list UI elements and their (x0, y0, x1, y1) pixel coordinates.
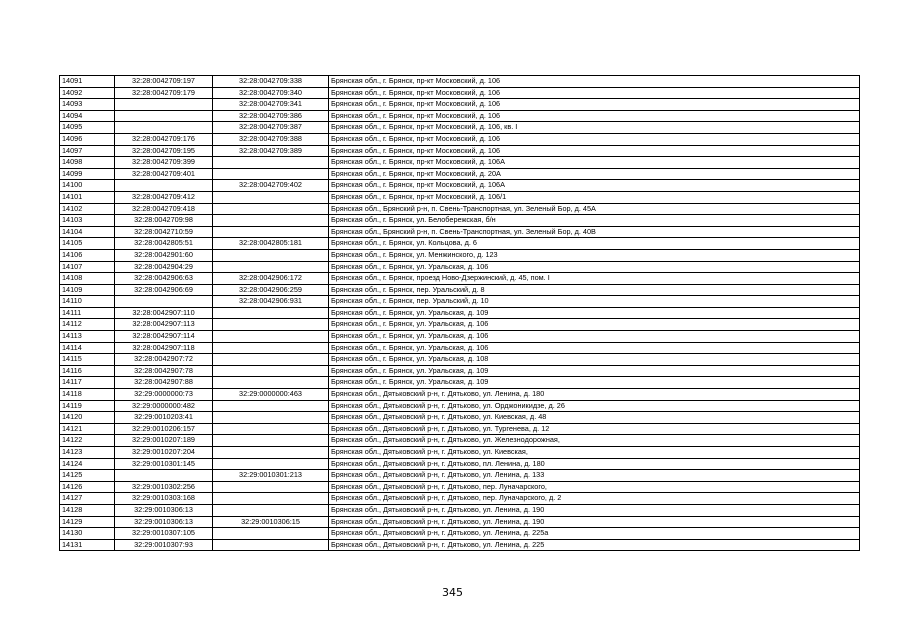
cadastral-number-building-cell: 32:29:0000000:463 (213, 389, 329, 401)
table-row (60, 470, 860, 482)
row-number-cell: 14127 (60, 493, 115, 505)
table-row (60, 377, 860, 389)
cadastral-number-building-cell (213, 191, 329, 203)
address-cell: Брянская обл., г. Брянск, ул. Уральская, д. 109 (329, 365, 860, 377)
address-cell: Брянская обл., г. Брянск, ул. Менжинского, д. 123 (329, 249, 860, 261)
address-cell: Брянская обл., г. Брянск, пр-кт Московский, д. 106 (329, 76, 860, 88)
address-cell: Брянская обл., Дятьковский р-н, г. Дятьково, ул. Ленина, д. 180 (329, 389, 860, 401)
table-row (60, 481, 860, 493)
table-row (60, 215, 860, 227)
address-cell: Брянская обл., Дятьковский р-н, г. Дятьково, ул. Орджоникидзе, д. 26 (329, 400, 860, 412)
row-number-cell: 14112 (60, 319, 115, 331)
cadastral-number-parcel-cell: 32:29:0010306:13 (115, 504, 213, 516)
row-number-cell: 14106 (60, 249, 115, 261)
cadastral-number-building-cell: 32:28:0042709:388 (213, 133, 329, 145)
address-cell: Брянская обл., Дятьковский р-н, г. Дятьково, ул. Ленина, д. 133 (329, 470, 860, 482)
row-number-cell: 14114 (60, 342, 115, 354)
row-number-cell: 14097 (60, 145, 115, 157)
table-row (60, 307, 860, 319)
cadastral-number-parcel-cell: 32:28:0042805:51 (115, 238, 213, 250)
cadastral-number-building-cell (213, 447, 329, 459)
cadastral-number-parcel-cell: 32:28:0042709:401 (115, 168, 213, 180)
table-row (60, 226, 860, 238)
row-number-cell: 14124 (60, 458, 115, 470)
table-row (60, 284, 860, 296)
cadastral-number-parcel-cell (115, 110, 213, 122)
address-cell: Брянская обл., Дятьковский р-н, г. Дятьково, пер. Луначарского, (329, 481, 860, 493)
row-number-cell: 14099 (60, 168, 115, 180)
row-number-cell: 14131 (60, 539, 115, 551)
cadastral-number-parcel-cell: 32:29:0010207:204 (115, 447, 213, 459)
cadastral-number-building-cell (213, 435, 329, 447)
row-number-cell: 14130 (60, 528, 115, 540)
table-row (60, 110, 860, 122)
cadastral-number-parcel-cell: 32:28:0042906:63 (115, 273, 213, 285)
row-number-cell: 14100 (60, 180, 115, 192)
cadastral-number-building-cell (213, 493, 329, 505)
table-row (60, 238, 860, 250)
address-cell: Брянская обл., г. Брянск, пр-кт Московский, д. 106 (329, 99, 860, 111)
cadastral-number-parcel-cell (115, 296, 213, 308)
registry-table (59, 75, 860, 551)
cadastral-number-parcel-cell (115, 122, 213, 134)
cadastral-number-building-cell (213, 215, 329, 227)
cadastral-number-parcel-cell: 32:28:0042904:29 (115, 261, 213, 273)
table-row (60, 435, 860, 447)
address-cell: Брянская обл., г. Брянск, ул. Уральская, д. 106 (329, 261, 860, 273)
cadastral-number-parcel-cell: 32:28:0042907:72 (115, 354, 213, 366)
row-number-cell: 14102 (60, 203, 115, 215)
row-number-cell: 14119 (60, 400, 115, 412)
cadastral-number-parcel-cell: 32:29:0010203:41 (115, 412, 213, 424)
address-cell: Брянская обл., г. Брянск, ул. Кольцова, д. 6 (329, 238, 860, 250)
row-number-cell: 14093 (60, 99, 115, 111)
address-cell: Брянская обл., Дятьковский р-н, г. Дятьково, ул. Ленина, д. 190 (329, 516, 860, 528)
cadastral-number-building-cell: 32:28:0042906:172 (213, 273, 329, 285)
cadastral-number-building-cell (213, 539, 329, 551)
address-cell: Брянская обл., г. Брянск, пр-кт Московский, д. 106А (329, 180, 860, 192)
address-cell: Брянская обл., г. Брянск, ул. Уральская, д. 109 (329, 377, 860, 389)
table-row (60, 365, 860, 377)
address-cell: Брянская обл., г. Брянск, пр-кт Московский, д. 106, кв. I (329, 122, 860, 134)
table-row (60, 528, 860, 540)
row-number-cell: 14125 (60, 470, 115, 482)
table-row (60, 516, 860, 528)
cadastral-number-parcel-cell: 32:28:0042709:418 (115, 203, 213, 215)
cadastral-number-building-cell: 32:28:0042805:181 (213, 238, 329, 250)
cadastral-number-parcel-cell: 32:29:0010307:105 (115, 528, 213, 540)
table-row (60, 447, 860, 459)
cadastral-number-parcel-cell: 32:28:0042709:179 (115, 87, 213, 99)
row-number-cell: 14094 (60, 110, 115, 122)
row-number-cell: 14117 (60, 377, 115, 389)
cadastral-number-building-cell: 32:28:0042709:338 (213, 76, 329, 88)
cadastral-number-building-cell (213, 307, 329, 319)
cadastral-number-parcel-cell: 32:28:0042907:110 (115, 307, 213, 319)
row-number-cell: 14111 (60, 307, 115, 319)
address-cell: Брянская обл., г. Брянск, пр-кт Московский, д. 106 (329, 133, 860, 145)
cadastral-number-parcel-cell (115, 470, 213, 482)
table-row (60, 249, 860, 261)
cadastral-number-parcel-cell: 32:28:0042907:118 (115, 342, 213, 354)
table-row (60, 87, 860, 99)
address-cell: Брянская обл., Дятьковский р-н, г. Дятьково, ул. Киевская, (329, 447, 860, 459)
cadastral-number-parcel-cell: 32:29:0010303:168 (115, 493, 213, 505)
cadastral-number-building-cell: 32:28:0042709:387 (213, 122, 329, 134)
cadastral-number-building-cell (213, 342, 329, 354)
table-row (60, 493, 860, 505)
table-row (60, 191, 860, 203)
cadastral-number-building-cell (213, 226, 329, 238)
cadastral-number-building-cell (213, 249, 329, 261)
cadastral-number-building-cell (213, 458, 329, 470)
cadastral-number-parcel-cell: 32:28:0042901:60 (115, 249, 213, 261)
address-cell: Брянская обл., г. Брянск, ул. Белобережская, б/н (329, 215, 860, 227)
cadastral-number-building-cell (213, 504, 329, 516)
address-cell: Брянская обл., г. Брянск, пр-кт Московский, д. 106 (329, 110, 860, 122)
cadastral-number-parcel-cell: 32:28:0042709:412 (115, 191, 213, 203)
cadastral-number-building-cell: 32:28:0042709:340 (213, 87, 329, 99)
cadastral-number-parcel-cell: 32:28:0042709:195 (115, 145, 213, 157)
row-number-cell: 14109 (60, 284, 115, 296)
cadastral-number-building-cell: 32:28:0042709:402 (213, 180, 329, 192)
cadastral-number-building-cell: 32:28:0042709:389 (213, 145, 329, 157)
row-number-cell: 14128 (60, 504, 115, 516)
table-row (60, 296, 860, 308)
row-number-cell: 14118 (60, 389, 115, 401)
row-number-cell: 14105 (60, 238, 115, 250)
table-row (60, 261, 860, 273)
cadastral-number-parcel-cell: 32:29:0000000:482 (115, 400, 213, 412)
table-row (60, 133, 860, 145)
table-row (60, 122, 860, 134)
row-number-cell: 14120 (60, 412, 115, 424)
row-number-cell: 14122 (60, 435, 115, 447)
table-row (60, 412, 860, 424)
cadastral-number-parcel-cell (115, 99, 213, 111)
cadastral-number-parcel-cell: 32:29:0000000:73 (115, 389, 213, 401)
cadastral-number-parcel-cell: 32:28:0042907:113 (115, 319, 213, 331)
cadastral-number-building-cell (213, 400, 329, 412)
row-number-cell: 14115 (60, 354, 115, 366)
cadastral-number-parcel-cell: 32:29:0010306:13 (115, 516, 213, 528)
cadastral-number-building-cell: 32:28:0042709:386 (213, 110, 329, 122)
cadastral-number-building-cell: 32:28:0042906:259 (213, 284, 329, 296)
address-cell: Брянская обл., г. Брянск, ул. Уральская, д. 108 (329, 354, 860, 366)
row-number-cell: 14096 (60, 133, 115, 145)
row-number-cell: 14092 (60, 87, 115, 99)
cadastral-number-parcel-cell: 32:29:0010307:93 (115, 539, 213, 551)
cadastral-number-building-cell (213, 423, 329, 435)
address-cell: Брянская обл., Дятьковский р-н, г. Дятьково, ул. Ленина, д. 225а (329, 528, 860, 540)
cadastral-number-building-cell (213, 354, 329, 366)
address-cell: Брянская обл., Дятьковский р-н, г. Дятьково, пл. Ленина, д. 180 (329, 458, 860, 470)
address-cell: Брянская обл., Брянский р-н, п. Свень-Транспортная, ул. Зеленый Бор, д. 40В (329, 226, 860, 238)
address-cell: Брянская обл., Брянский р-н, п. Свень-Транспортная, ул. Зеленый Бор, д. 45А (329, 203, 860, 215)
table-row (60, 273, 860, 285)
address-cell: Брянская обл., г. Брянск, ул. Уральская, д. 106 (329, 331, 860, 343)
address-cell: Брянская обл., г. Брянск, пр-кт Московский, д. 106 (329, 145, 860, 157)
table-row (60, 400, 860, 412)
row-number-cell: 14107 (60, 261, 115, 273)
address-cell: Брянская обл., г. Брянск, пер. Уральский, д. 8 (329, 284, 860, 296)
table-row (60, 203, 860, 215)
address-cell: Брянская обл., Дятьковский р-н, г. Дятьково, пер. Луначарского, д. 2 (329, 493, 860, 505)
cadastral-number-parcel-cell: 32:28:0042906:69 (115, 284, 213, 296)
cadastral-number-parcel-cell: 32:28:0042709:98 (115, 215, 213, 227)
table-row (60, 157, 860, 169)
table-row (60, 180, 860, 192)
address-cell: Брянская обл., Дятьковский р-н, г. Дятьково, ул. Тургенева, д. 12 (329, 423, 860, 435)
address-cell: Брянская обл., г. Брянск, ул. Уральская, д. 109 (329, 307, 860, 319)
address-cell: Брянская обл., г. Брянск, пер. Уральский, д. 10 (329, 296, 860, 308)
cadastral-number-parcel-cell (115, 180, 213, 192)
row-number-cell: 14110 (60, 296, 115, 308)
row-number-cell: 14098 (60, 157, 115, 169)
table-row (60, 354, 860, 366)
address-cell: Брянская обл., Дятьковский р-н, г. Дятьково, ул. Киевская, д. 48 (329, 412, 860, 424)
cadastral-number-parcel-cell: 32:29:0010206:157 (115, 423, 213, 435)
table-row (60, 145, 860, 157)
table-row (60, 168, 860, 180)
row-number-cell: 14108 (60, 273, 115, 285)
cadastral-number-building-cell (213, 377, 329, 389)
cadastral-number-building-cell (213, 481, 329, 493)
table-row (60, 331, 860, 343)
row-number-cell: 14095 (60, 122, 115, 134)
cadastral-number-building-cell (213, 261, 329, 273)
cadastral-number-building-cell: 32:29:0010301:213 (213, 470, 329, 482)
address-cell: Брянская обл., Дятьковский р-н, г. Дятьково, ул. Железнодорожная, (329, 435, 860, 447)
address-cell: Брянская обл., г. Брянск, пр-кт Московский, д. 106 (329, 87, 860, 99)
table-row (60, 539, 860, 551)
table-row (60, 504, 860, 516)
address-cell: Брянская обл., Дятьковский р-н, г. Дятьково, ул. Ленина, д. 190 (329, 504, 860, 516)
table-row (60, 342, 860, 354)
cadastral-number-parcel-cell: 32:28:0042710:59 (115, 226, 213, 238)
row-number-cell: 14103 (60, 215, 115, 227)
cadastral-number-building-cell (213, 365, 329, 377)
table-row (60, 389, 860, 401)
cadastral-number-building-cell (213, 331, 329, 343)
cadastral-number-parcel-cell: 32:28:0042907:78 (115, 365, 213, 377)
cadastral-number-building-cell: 32:29:0010306:15 (213, 516, 329, 528)
row-number-cell: 14121 (60, 423, 115, 435)
row-number-cell: 14113 (60, 331, 115, 343)
table-row (60, 458, 860, 470)
table-row (60, 319, 860, 331)
cadastral-number-building-cell (213, 528, 329, 540)
cadastral-number-building-cell (213, 319, 329, 331)
cadastral-number-parcel-cell: 32:29:0010301:145 (115, 458, 213, 470)
address-cell: Брянская обл., г. Брянск, пр-кт Московский, д. 106/1 (329, 191, 860, 203)
row-number-cell: 14101 (60, 191, 115, 203)
cadastral-number-building-cell: 32:28:0042906:931 (213, 296, 329, 308)
page-number: 345 (442, 586, 463, 599)
cadastral-number-parcel-cell: 32:29:0010302:256 (115, 481, 213, 493)
table-row (60, 76, 860, 88)
cadastral-number-building-cell (213, 412, 329, 424)
row-number-cell: 14104 (60, 226, 115, 238)
row-number-cell: 14116 (60, 365, 115, 377)
cadastral-number-building-cell (213, 168, 329, 180)
row-number-cell: 14091 (60, 76, 115, 88)
registry-table-body (60, 76, 860, 551)
address-cell: Брянская обл., г. Брянск, пр-кт Московский, д. 20А (329, 168, 860, 180)
cadastral-number-parcel-cell: 32:28:0042907:88 (115, 377, 213, 389)
address-cell: Брянская обл., г. Брянск, ул. Уральская, д. 106 (329, 319, 860, 331)
cadastral-number-parcel-cell: 32:28:0042709:176 (115, 133, 213, 145)
address-cell: Брянская обл., г. Брянск, ул. Уральская, д. 106 (329, 342, 860, 354)
cadastral-number-parcel-cell: 32:28:0042907:114 (115, 331, 213, 343)
row-number-cell: 14123 (60, 447, 115, 459)
table-row (60, 99, 860, 111)
row-number-cell: 14126 (60, 481, 115, 493)
cadastral-number-building-cell (213, 203, 329, 215)
address-cell: Брянская обл., г. Брянск, пр-кт Московский, д. 106А (329, 157, 860, 169)
cadastral-number-building-cell (213, 157, 329, 169)
cadastral-number-parcel-cell: 32:28:0042709:399 (115, 157, 213, 169)
cadastral-number-building-cell: 32:28:0042709:341 (213, 99, 329, 111)
table-row (60, 423, 860, 435)
address-cell: Брянская обл., Дятьковский р-н, г. Дятьково, ул. Ленина, д. 225 (329, 539, 860, 551)
cadastral-number-parcel-cell: 32:29:0010207:189 (115, 435, 213, 447)
row-number-cell: 14129 (60, 516, 115, 528)
cadastral-number-parcel-cell: 32:28:0042709:197 (115, 76, 213, 88)
address-cell: Брянская обл., г. Брянск, проезд Ново-Дзержинский, д. 45, пом. I (329, 273, 860, 285)
